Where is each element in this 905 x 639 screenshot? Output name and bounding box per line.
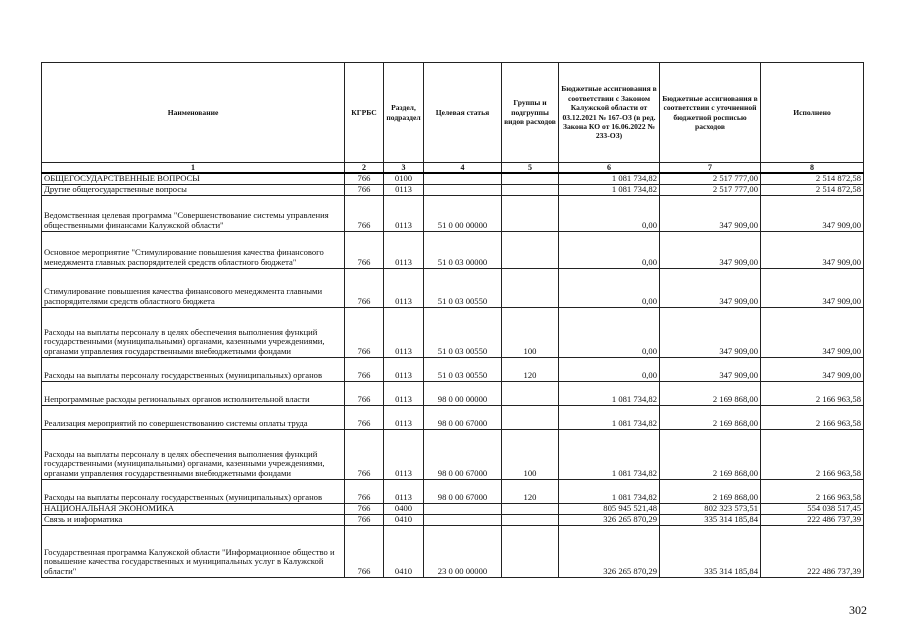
row-law-amount: 1 081 734,82 <box>559 479 660 503</box>
row-plan-amount: 335 314 185,84 <box>660 514 761 525</box>
row-executed-amount: 347 909,00 <box>761 195 864 231</box>
table-row <box>42 503 864 514</box>
row-law-amount: 1 081 734,82 <box>559 173 660 184</box>
row-kgrbs: 766 <box>345 231 384 268</box>
row-law-amount: 805 945 521,48 <box>559 503 660 514</box>
table-row <box>42 514 864 525</box>
row-group <box>502 268 559 307</box>
row-law-amount: 1 081 734,82 <box>559 184 660 195</box>
row-group <box>502 173 559 184</box>
header-name: Наименование <box>42 63 345 163</box>
row-law-amount: 1 081 734,82 <box>559 405 660 429</box>
row-target: 51 0 03 00550 <box>424 268 502 307</box>
row-law-amount: 1 081 734,82 <box>559 381 660 405</box>
row-group <box>502 514 559 525</box>
row-target: 98 0 00 67000 <box>424 429 502 479</box>
column-number: 8 <box>761 163 864 174</box>
column-number: 3 <box>384 163 424 174</box>
header-executed: Исполнено <box>761 63 864 163</box>
row-target: 51 0 00 00000 <box>424 195 502 231</box>
row-section: 0113 <box>384 268 424 307</box>
row-target: 51 0 03 00550 <box>424 357 502 381</box>
row-executed-amount: 554 038 517,45 <box>761 503 864 514</box>
column-number: 1 <box>42 163 345 174</box>
row-name: НАЦИОНАЛЬНАЯ ЭКОНОМИКА <box>42 503 345 514</box>
row-group: 100 <box>502 429 559 479</box>
row-target: 23 0 00 00000 <box>424 525 502 577</box>
row-name: Другие общегосударственные вопросы <box>42 184 345 195</box>
header-target: Целевая статья <box>424 63 502 163</box>
table-row <box>42 381 864 405</box>
row-plan-amount: 347 909,00 <box>660 268 761 307</box>
row-executed-amount: 347 909,00 <box>761 307 864 357</box>
row-target <box>424 173 502 184</box>
row-name: Ведомственная целевая программа "Совершенствование системы управления общественными финансами Калужской области" <box>42 195 345 231</box>
row-kgrbs: 766 <box>345 525 384 577</box>
row-section: 0113 <box>384 231 424 268</box>
table-row <box>42 307 864 357</box>
row-executed-amount: 347 909,00 <box>761 231 864 268</box>
header-plan-allocations: Бюджетные ассигнования в соответствии с уточненной бюджетной росписью расходов <box>660 63 761 163</box>
row-group: 100 <box>502 307 559 357</box>
row-kgrbs: 766 <box>345 173 384 184</box>
row-section: 0113 <box>384 479 424 503</box>
row-plan-amount: 2 169 868,00 <box>660 405 761 429</box>
row-kgrbs: 766 <box>345 429 384 479</box>
row-section: 0113 <box>384 195 424 231</box>
row-kgrbs: 766 <box>345 514 384 525</box>
row-target <box>424 503 502 514</box>
row-name: Связь и информатика <box>42 514 345 525</box>
row-group <box>502 231 559 268</box>
row-kgrbs: 766 <box>345 479 384 503</box>
table-row <box>42 268 864 307</box>
row-section: 0113 <box>384 184 424 195</box>
row-plan-amount: 347 909,00 <box>660 357 761 381</box>
row-section: 0100 <box>384 173 424 184</box>
row-kgrbs: 766 <box>345 357 384 381</box>
row-kgrbs: 766 <box>345 195 384 231</box>
row-kgrbs: 766 <box>345 405 384 429</box>
row-plan-amount: 2 169 868,00 <box>660 381 761 405</box>
row-plan-amount: 347 909,00 <box>660 231 761 268</box>
row-group <box>502 184 559 195</box>
row-kgrbs: 766 <box>345 381 384 405</box>
row-law-amount: 326 265 870,29 <box>559 525 660 577</box>
row-executed-amount: 2 514 872,58 <box>761 173 864 184</box>
row-name: Расходы на выплаты персоналу в целях обеспечения выполнения функций государственными (муниципальными) органами, казенными учреждениями, органами управления государственными внебюджетными фондами <box>42 307 345 357</box>
row-plan-amount: 2 169 868,00 <box>660 479 761 503</box>
row-name: Непрограммные расходы региональных органов исполнительной власти <box>42 381 345 405</box>
row-section: 0113 <box>384 429 424 479</box>
table-row <box>42 429 864 479</box>
row-name: Расходы на выплаты персоналу в целях обеспечения выполнения функций государственными (муниципальными) органами, казенными учреждениями, органами управления государственными внебюджетными фондами <box>42 429 345 479</box>
row-section: 0410 <box>384 525 424 577</box>
row-law-amount: 0,00 <box>559 357 660 381</box>
row-plan-amount: 2 517 777,00 <box>660 184 761 195</box>
row-section: 0410 <box>384 514 424 525</box>
row-group: 120 <box>502 479 559 503</box>
row-executed-amount: 222 486 737,39 <box>761 525 864 577</box>
row-name: Реализация мероприятий по совершенствованию системы оплаты труда <box>42 405 345 429</box>
row-kgrbs: 766 <box>345 184 384 195</box>
header-row <box>42 63 864 163</box>
table-row <box>42 525 864 577</box>
column-number-row <box>42 163 864 174</box>
header-kgrbs: КГРБС <box>345 63 384 163</box>
table-row <box>42 357 864 381</box>
row-executed-amount: 222 486 737,39 <box>761 514 864 525</box>
row-section: 0113 <box>384 381 424 405</box>
table-row <box>42 479 864 503</box>
row-kgrbs: 766 <box>345 503 384 514</box>
row-executed-amount: 347 909,00 <box>761 268 864 307</box>
row-section: 0113 <box>384 307 424 357</box>
row-plan-amount: 347 909,00 <box>660 195 761 231</box>
row-group <box>502 405 559 429</box>
row-law-amount: 0,00 <box>559 268 660 307</box>
table-row <box>42 231 864 268</box>
row-law-amount: 0,00 <box>559 231 660 268</box>
row-law-amount: 0,00 <box>559 195 660 231</box>
row-plan-amount: 802 323 573,51 <box>660 503 761 514</box>
row-group: 120 <box>502 357 559 381</box>
row-plan-amount: 335 314 185,84 <box>660 525 761 577</box>
column-number: 5 <box>502 163 559 174</box>
header-section: Раздел, подраздел <box>384 63 424 163</box>
column-number: 4 <box>424 163 502 174</box>
page-number: 302 <box>849 603 867 617</box>
column-number: 6 <box>559 163 660 174</box>
row-executed-amount: 347 909,00 <box>761 357 864 381</box>
budget-table-sheet <box>41 62 863 578</box>
row-section: 0400 <box>384 503 424 514</box>
row-executed-amount: 2 514 872,58 <box>761 184 864 195</box>
row-target <box>424 514 502 525</box>
row-target: 98 0 00 67000 <box>424 405 502 429</box>
row-name: ОБЩЕГОСУДАРСТВЕННЫЕ ВОПРОСЫ <box>42 173 345 184</box>
row-plan-amount: 2 517 777,00 <box>660 173 761 184</box>
row-target: 51 0 03 00000 <box>424 231 502 268</box>
table-row <box>42 184 864 195</box>
header-law-allocations: Бюджетные ассигнования в соответствии с Законом Калужской области от 03.12.2021 № 167-ОЗ (в ред. Закона КО от 16.06.2022 № 233-ОЗ) <box>559 63 660 163</box>
row-name: Основное мероприятие "Стимулирование повышения качества финансового менеджмента главных распорядителей средств областного бюджета" <box>42 231 345 268</box>
row-group <box>502 381 559 405</box>
row-kgrbs: 766 <box>345 307 384 357</box>
row-executed-amount: 2 166 963,58 <box>761 381 864 405</box>
table-row <box>42 173 864 184</box>
table-row <box>42 405 864 429</box>
column-number: 2 <box>345 163 384 174</box>
row-law-amount: 326 265 870,29 <box>559 514 660 525</box>
row-plan-amount: 2 169 868,00 <box>660 429 761 479</box>
row-target: 98 0 00 67000 <box>424 479 502 503</box>
row-executed-amount: 2 166 963,58 <box>761 479 864 503</box>
row-name: Расходы на выплаты персоналу государственных (муниципальных) органов <box>42 479 345 503</box>
row-law-amount: 1 081 734,82 <box>559 429 660 479</box>
budget-execution-table <box>41 62 864 578</box>
row-target <box>424 184 502 195</box>
row-name: Стимулирование повышения качества финансового менеджмента главными распорядителями средств областного бюджета <box>42 268 345 307</box>
row-target: 51 0 03 00550 <box>424 307 502 357</box>
row-kgrbs: 766 <box>345 268 384 307</box>
table-row <box>42 195 864 231</box>
row-section: 0113 <box>384 357 424 381</box>
header-group: Группы и подгруппы видов расходов <box>502 63 559 163</box>
row-executed-amount: 2 166 963,58 <box>761 429 864 479</box>
row-group <box>502 525 559 577</box>
row-executed-amount: 2 166 963,58 <box>761 405 864 429</box>
row-plan-amount: 347 909,00 <box>660 307 761 357</box>
row-name: Государственная программа Калужской области "Информационное общество и повышение качества государственных и муниципальных услуг в Калужской области" <box>42 525 345 577</box>
column-number: 7 <box>660 163 761 174</box>
row-group <box>502 503 559 514</box>
row-group <box>502 195 559 231</box>
row-target: 98 0 00 00000 <box>424 381 502 405</box>
row-section: 0113 <box>384 405 424 429</box>
row-name: Расходы на выплаты персоналу государственных (муниципальных) органов <box>42 357 345 381</box>
row-law-amount: 0,00 <box>559 307 660 357</box>
